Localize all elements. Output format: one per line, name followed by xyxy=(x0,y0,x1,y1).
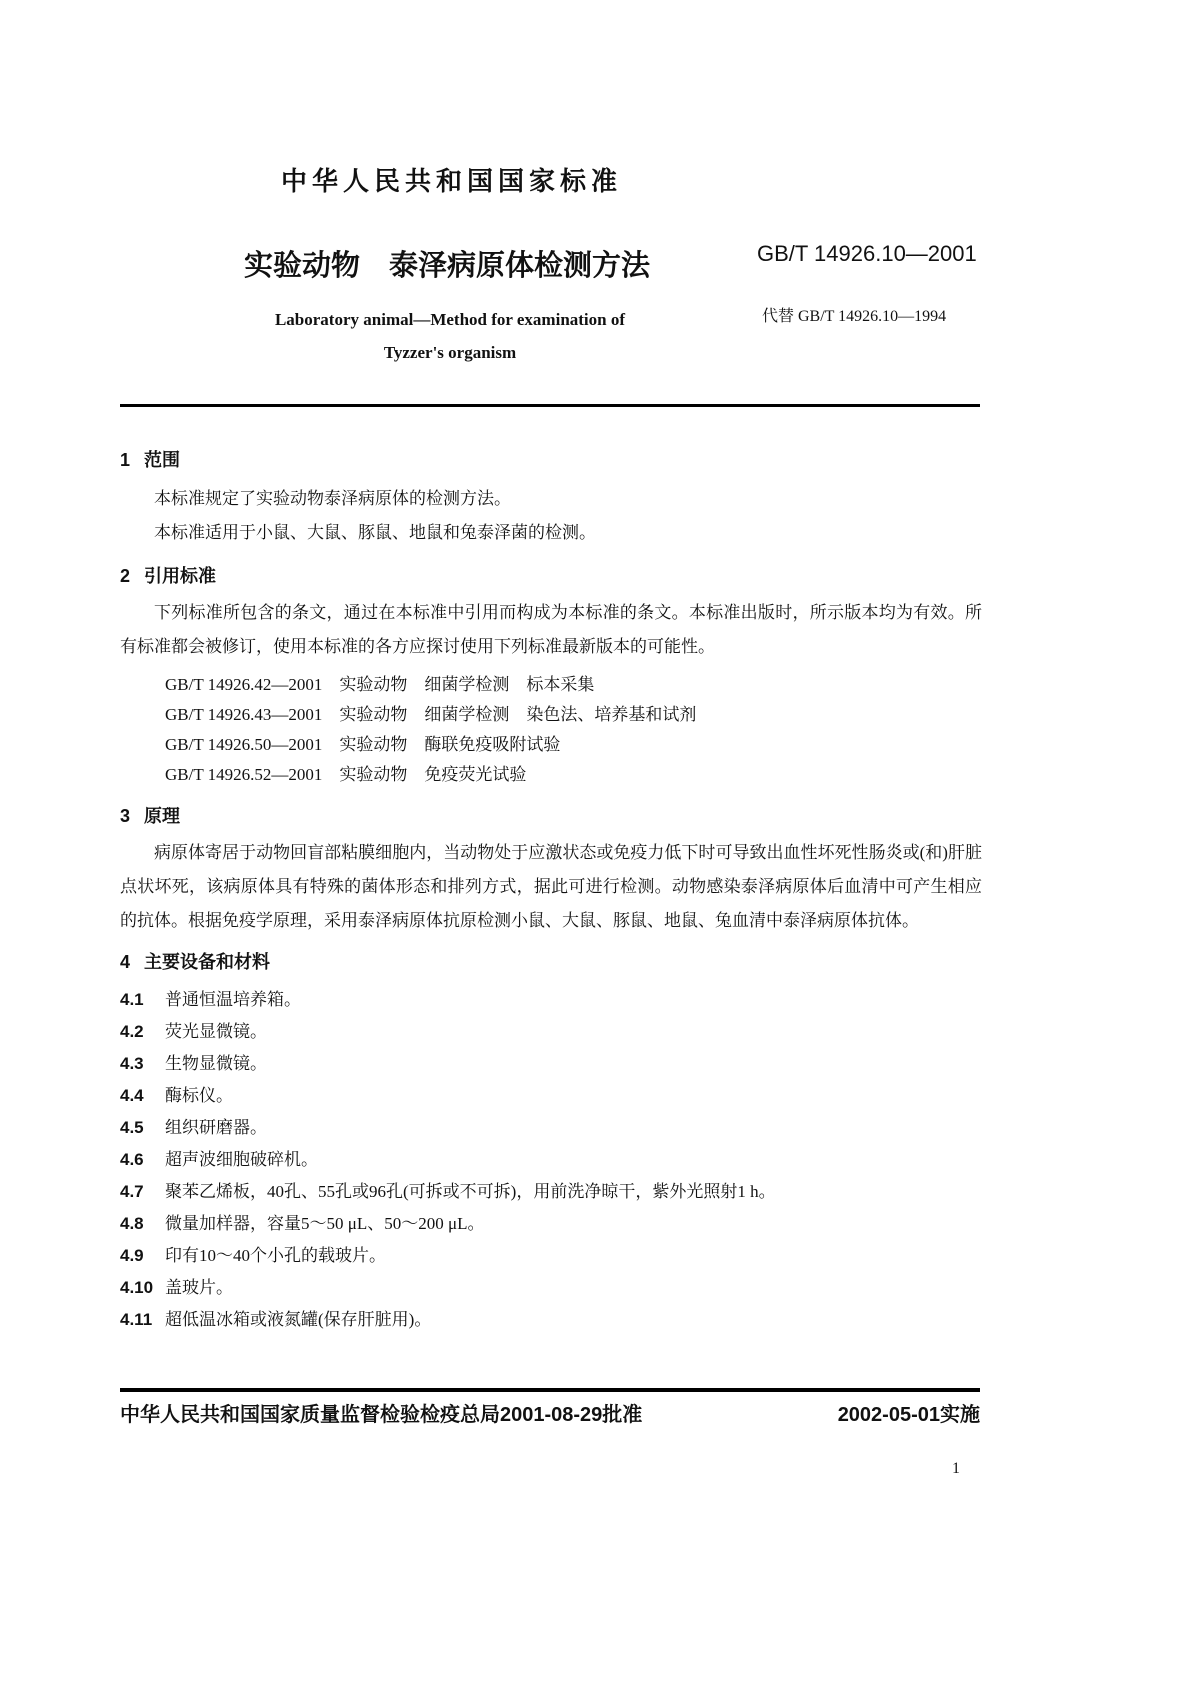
equipment-item xyxy=(120,1048,982,1080)
clause-number: 4.4 xyxy=(120,1086,144,1105)
clause-text: 组织研磨器。 xyxy=(165,1118,267,1137)
reference-item: GB/T 14926.52—2001 实验动物 免疫荧光试验 xyxy=(165,765,527,784)
paragraph: 病原体寄居于动物回盲部粘膜细胞内，当动物处于应激状态或免疫力低下时可导致出血性坏死性肠炎或(和)肝脏点状坏死，该病原体具有特殊的菌体形态和排列方式，据此可进行检测。动物感染泰泽病原体后血清中可产生相应的抗体。根据免疫学原理，采用泰泽病原体抗原检测小鼠、大鼠、豚鼠、地鼠、兔血清中泰泽病原体抗体。 xyxy=(120,843,982,930)
equipment-list xyxy=(120,984,982,1336)
standard-category-label: 中华人民共和国国家标准 xyxy=(281,166,623,196)
document-title-cn: 实验动物 泰泽病原体检测方法 xyxy=(244,250,651,282)
clause-text: 印有10～40个小孔的载玻片。 xyxy=(165,1246,386,1265)
implementation-date: 2002-05-01实施 xyxy=(837,1404,980,1426)
reference-item: GB/T 14926.50—2001 实验动物 酶联免疫吸附试验 xyxy=(165,735,561,754)
clause-text: 微量加样器，容量5～50 μL、50～200 μL。 xyxy=(165,1214,485,1233)
equipment-item xyxy=(120,1016,982,1048)
section-number: 2 xyxy=(120,566,131,586)
replaces-note: 代替 GB/T 14926.10—1994 xyxy=(762,308,947,325)
section-title: 原理 xyxy=(144,806,181,826)
equipment-item xyxy=(120,984,982,1016)
page-number: 1 xyxy=(952,1460,960,1477)
clause-text: 普通恒温培养箱。 xyxy=(165,990,301,1009)
reference-item: GB/T 14926.43—2001 实验动物 细菌学检测 染色法、培养基和试剂 xyxy=(165,705,697,724)
section-title: 主要设备和材料 xyxy=(144,952,271,972)
footer-divider xyxy=(120,1388,980,1392)
paragraph: 本标准规定了实验动物泰泽病原体的检测方法。 xyxy=(154,489,511,508)
standard-number: GB/T 14926.10—2001 xyxy=(757,241,977,266)
clause-text: 酶标仪。 xyxy=(165,1086,233,1105)
clause-text: 超声波细胞破碎机。 xyxy=(165,1150,318,1169)
equipment-item xyxy=(120,1240,982,1272)
clause-number: 4.5 xyxy=(120,1118,144,1137)
paragraph: 本标准适用于小鼠、大鼠、豚鼠、地鼠和兔泰泽菌的检测。 xyxy=(154,523,596,542)
english-title-line2: Tyzzer's organism xyxy=(383,343,517,362)
section-title: 引用标准 xyxy=(144,566,217,586)
equipment-item xyxy=(120,1272,982,1304)
clause-number: 4.1 xyxy=(120,990,144,1009)
clause-text: 荧光显微镜。 xyxy=(165,1022,267,1041)
clause-text: 盖玻片。 xyxy=(165,1278,233,1297)
clause-number: 4.10 xyxy=(120,1278,154,1297)
approval-statement: 中华人民共和国国家质量监督检验检疫总局2001-08-29批准 xyxy=(120,1404,643,1426)
section-title: 范围 xyxy=(144,450,181,470)
clause-number: 4.3 xyxy=(120,1054,144,1073)
section-number: 4 xyxy=(120,952,131,972)
section-number: 3 xyxy=(120,806,131,826)
clause-number: 4.9 xyxy=(120,1246,144,1265)
equipment-item xyxy=(120,1144,982,1176)
equipment-item xyxy=(120,1176,982,1208)
equipment-item xyxy=(120,1208,982,1240)
clause-number: 4.2 xyxy=(120,1022,144,1041)
paragraph: 下列标准所包含的条文，通过在本标准中引用而构成为本标准的条文。本标准出版时，所示版本均为有效。所有标准都会被修订，使用本标准的各方应探讨使用下列标准最新版本的可能性。 xyxy=(120,603,982,656)
section-heading-scope xyxy=(120,448,982,472)
equipment-item xyxy=(120,1080,982,1112)
section-heading-equipment xyxy=(120,950,982,974)
clause-text: 聚苯乙烯板，40孔、55孔或96孔(可拆或不可拆)，用前洗净晾干，紫外光照射1 h。 xyxy=(165,1182,776,1201)
equipment-item xyxy=(120,1304,982,1336)
clause-text: 超低温冰箱或液氮罐(保存肝脏用)。 xyxy=(165,1310,432,1329)
footer xyxy=(120,1398,980,1427)
clause-text: 生物显微镜。 xyxy=(165,1054,267,1073)
document-title-en xyxy=(120,303,780,369)
section-number: 1 xyxy=(120,450,131,470)
clause-number: 4.8 xyxy=(120,1214,144,1233)
reference-list xyxy=(165,670,982,790)
equipment-item xyxy=(120,1112,982,1144)
clause-number: 4.6 xyxy=(120,1150,144,1169)
clause-number: 4.11 xyxy=(120,1310,153,1329)
section-heading-principle xyxy=(120,804,982,828)
document-body xyxy=(120,440,982,1336)
clause-number: 4.7 xyxy=(120,1182,144,1201)
header-divider xyxy=(120,404,980,407)
english-title-line1: Laboratory animal—Method for examination of xyxy=(274,310,626,329)
section-heading-references xyxy=(120,564,982,588)
reference-item: GB/T 14926.42—2001 实验动物 细菌学检测 标本采集 xyxy=(165,675,595,694)
